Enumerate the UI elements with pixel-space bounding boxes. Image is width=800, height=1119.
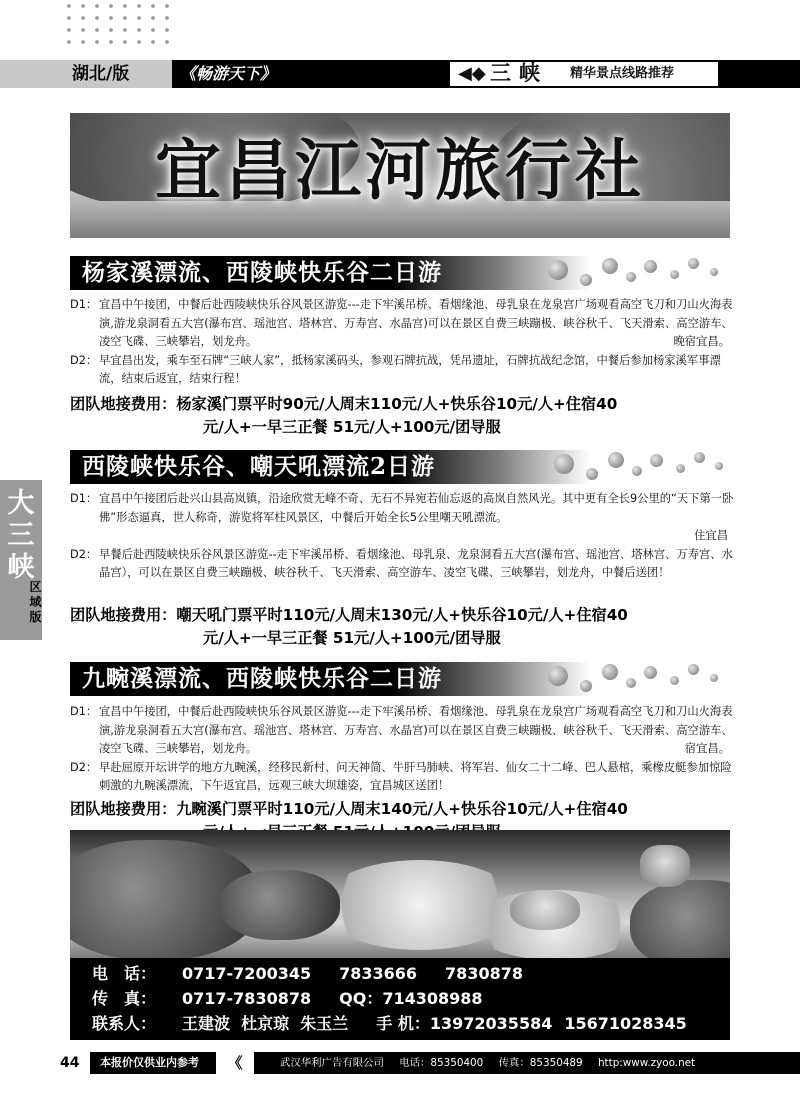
bubble-decoration — [548, 666, 568, 686]
day-label: D1： — [70, 492, 98, 505]
itinerary — [70, 296, 740, 389]
route-name: 九畹溪漂流、西陵峡快乐谷二日游 — [82, 665, 442, 692]
region-label: 湖北/版 — [0, 60, 172, 88]
route-recommend-box — [450, 62, 718, 86]
bubble-decoration — [632, 466, 642, 476]
itinerary — [70, 703, 740, 796]
day-text: 宜昌中午接团后赴兴山县高岚镇，沿途欣赏无峰不奇、无石不异宛若仙忘返的高岚自然风光。其中更有全长9公里的“天下第一卧佛”形态逼真，世人称奇，游览将军柱风景区，中餐后开始全长5公里嘲天吼漂流。 — [99, 492, 734, 524]
phone-label: 电 话： — [92, 964, 157, 983]
bubble-decoration — [644, 666, 657, 679]
bubble-decoration — [715, 462, 723, 470]
itinerary-day — [70, 546, 740, 583]
fee-block — [70, 393, 750, 439]
decorative-dot-grid — [62, 0, 172, 52]
qq-number: 714308988 — [382, 989, 483, 1008]
raft-image — [640, 845, 690, 887]
agency-name: 宜昌江河旅行社 — [155, 131, 645, 209]
three-gorges-title: 三峡 — [490, 60, 548, 85]
bubble-decoration — [688, 664, 699, 675]
route-heading — [70, 256, 730, 290]
publisher-url: http:www.zyoo.net — [597, 1057, 696, 1069]
day-label: D1： — [70, 705, 98, 718]
bubble-decoration — [548, 260, 568, 280]
itinerary-day — [70, 759, 740, 796]
fee-label: 团队地接费用： — [70, 800, 177, 818]
fee-line: 九畹溪门票平时110元/人周末140元/人+快乐谷10元/人+住宿40 — [176, 800, 628, 818]
mobile-number: 13972035584 — [429, 1014, 553, 1033]
fax-row — [92, 986, 730, 1011]
day-lodging: 宿宜昌。 — [684, 742, 730, 755]
phone-number: 7830878 — [445, 964, 523, 983]
day-label: D2： — [70, 760, 98, 774]
itinerary-day — [70, 352, 740, 389]
bubble-decoration — [644, 260, 657, 273]
publisher-phone: 电话：85350400 — [399, 1057, 484, 1069]
bubble-decoration — [608, 452, 624, 468]
bubble-decoration — [580, 274, 592, 286]
day-lodging: 住宜昌 — [694, 529, 728, 542]
fee-line: 元/人+一早三正餐 51元/人+100元/团导服 — [203, 418, 501, 436]
day-text: 早赴屈原开坛讲学的地方九畹溪，经移民新村、问天神简、牛肝马肺峡、将军岩、仙女二十二峰、巴人悬棺，乘橡皮艇参加惊险刺激的九畹溪漂流，下午返宜昌，远观三峡大坝雄姿，宜昌城区送团！ — [99, 760, 732, 792]
day-label: D2： — [70, 547, 98, 561]
route-name: 西陵峡快乐谷、嘲天吼漂流2日游 — [82, 453, 436, 480]
route-name: 杨家溪漂流、西陵峡快乐谷二日游 — [82, 259, 442, 286]
route-subtitle: 精华景点线路推荐 — [570, 66, 675, 81]
itinerary-day — [70, 703, 740, 759]
day-text: 早宜昌出发，乘车至石牌“三峡人家”，抵杨家溪码头，参观石牌抗战，凭吊遗址，石牌抗战纪念馆，中餐后参加杨家溪军事漂流，结束后返宜，结束行程！ — [99, 353, 721, 385]
bubble-decoration — [670, 676, 679, 685]
raft-image — [510, 890, 580, 930]
fee-block — [70, 604, 750, 650]
bubble-decoration — [676, 464, 685, 473]
magazine-title: 《畅游天下》 — [180, 64, 277, 83]
disclaimer-note: 本报价仅供业内参考 — [100, 1056, 199, 1069]
mobile-number: 15671028345 — [564, 1014, 687, 1033]
bubble-decoration — [710, 674, 718, 682]
publisher-name: 武汉华利广告有限公司 — [280, 1057, 384, 1069]
page-footer — [0, 1052, 800, 1076]
itinerary-day — [70, 490, 740, 546]
bubble-decoration — [710, 268, 718, 276]
itinerary — [70, 490, 740, 583]
bubble-decoration — [586, 468, 598, 480]
fee-line: 嘲天吼门票平时110元/人周末130元/人+快乐谷10元/人+住宿40 — [176, 606, 628, 624]
mobile-label: 手 机： — [376, 1014, 430, 1033]
rafting-photo — [70, 830, 730, 958]
bubble-decoration — [602, 258, 618, 274]
contact-block — [70, 958, 730, 1040]
route-heading — [70, 450, 730, 484]
bubble-decoration — [688, 258, 699, 269]
top-header-bar — [0, 60, 800, 88]
agency-banner — [70, 113, 730, 238]
bubble-decoration — [626, 272, 636, 282]
rock-image — [630, 880, 730, 958]
phone-row — [92, 961, 730, 986]
fee-label: 团队地接费用： — [70, 606, 177, 624]
side-region-tab — [0, 480, 42, 640]
bubble-decoration — [670, 270, 679, 279]
person-row — [92, 1011, 730, 1036]
chevron-left-icon: 《 — [216, 1052, 254, 1074]
itinerary-day — [70, 296, 740, 352]
publisher-info — [280, 1052, 707, 1074]
bubble-decoration — [602, 664, 618, 680]
day-lodging: 晚宿宜昌。 — [673, 335, 730, 348]
side-tab-subtitle: 区域版 — [29, 580, 42, 624]
qq-label: QQ： — [339, 989, 383, 1008]
route-heading — [70, 662, 730, 696]
day-text: 宜昌中午接团，中餐后赴西陵峡快乐谷风景区游览---走下牢溪吊桥、看烟缘池、母乳泉在龙泉宫广场观看高空飞刀和刀山火海表演,游龙泉洞看五大宫(瀑布宫、瑶池宫、塔林宫、万寿宫、水晶宫)可以在景区自费三峡蹦极、峡谷秋千、飞天滑索、高空游车、凌空飞碟、三峡攀岩，划龙舟。 — [99, 705, 733, 755]
bubble-decoration — [554, 454, 574, 474]
bubble-decoration — [626, 678, 636, 688]
bubble-decoration — [650, 454, 663, 467]
fax-label: 传 真： — [92, 989, 157, 1008]
day-text: 宜昌中午接团，中餐后赴西陵峡快乐谷风景区游览---走下牢溪吊桥、看烟缘池、母乳泉在龙泉宫广场观看高空飞刀和刀山火海表演,游龙泉洞看五大宫(瀑布宫、瑶池宫、塔林宫、万寿宫、水晶宫)可以在景区自费三峡蹦极、峡谷秋千、飞天滑索、高空游车、凌空飞碟、三峡攀岩，划龙舟。 — [99, 298, 733, 348]
bubble-decoration — [580, 680, 592, 692]
phone-number: 7833666 — [339, 964, 418, 983]
bubble-decoration — [694, 452, 705, 463]
contact-persons: 王建波 杜京琼 朱玉兰 — [182, 1014, 349, 1033]
fax-number: 0717-7830878 — [182, 989, 312, 1008]
side-tab-title: 大三峡 — [7, 488, 35, 583]
page-number: 44 — [60, 1055, 80, 1071]
fee-line: 元/人+一早三正餐 51元/人+100元/团导服 — [203, 629, 501, 647]
publisher-fax: 传真：85350489 — [498, 1057, 583, 1069]
fee-line: 杨家溪门票平时90元/人周末110元/人+快乐谷10元/人+住宿40 — [176, 395, 618, 413]
day-label: D1： — [70, 298, 98, 311]
fee-label: 团队地接费用： — [70, 395, 177, 413]
day-label: D2： — [70, 353, 98, 367]
double-chevron-icon: ◀◆ — [458, 63, 486, 84]
contact-person-label: 联系人： — [92, 1014, 157, 1033]
phone-number: 0717-7200345 — [182, 964, 312, 983]
day-text: 早餐后赴西陵峡快乐谷风景区游览--走下牢溪吊桥、看烟缘池、母乳泉、龙泉洞看五大宫(瀑布宫、瑶池宫、塔林宫、万寿宫、水晶宫），可以在景区自费三峡蹦极、峡谷秋千、飞天滑索、高空游车、凌空飞碟、三峡攀岩，划龙舟，中餐后送团！ — [99, 547, 733, 579]
